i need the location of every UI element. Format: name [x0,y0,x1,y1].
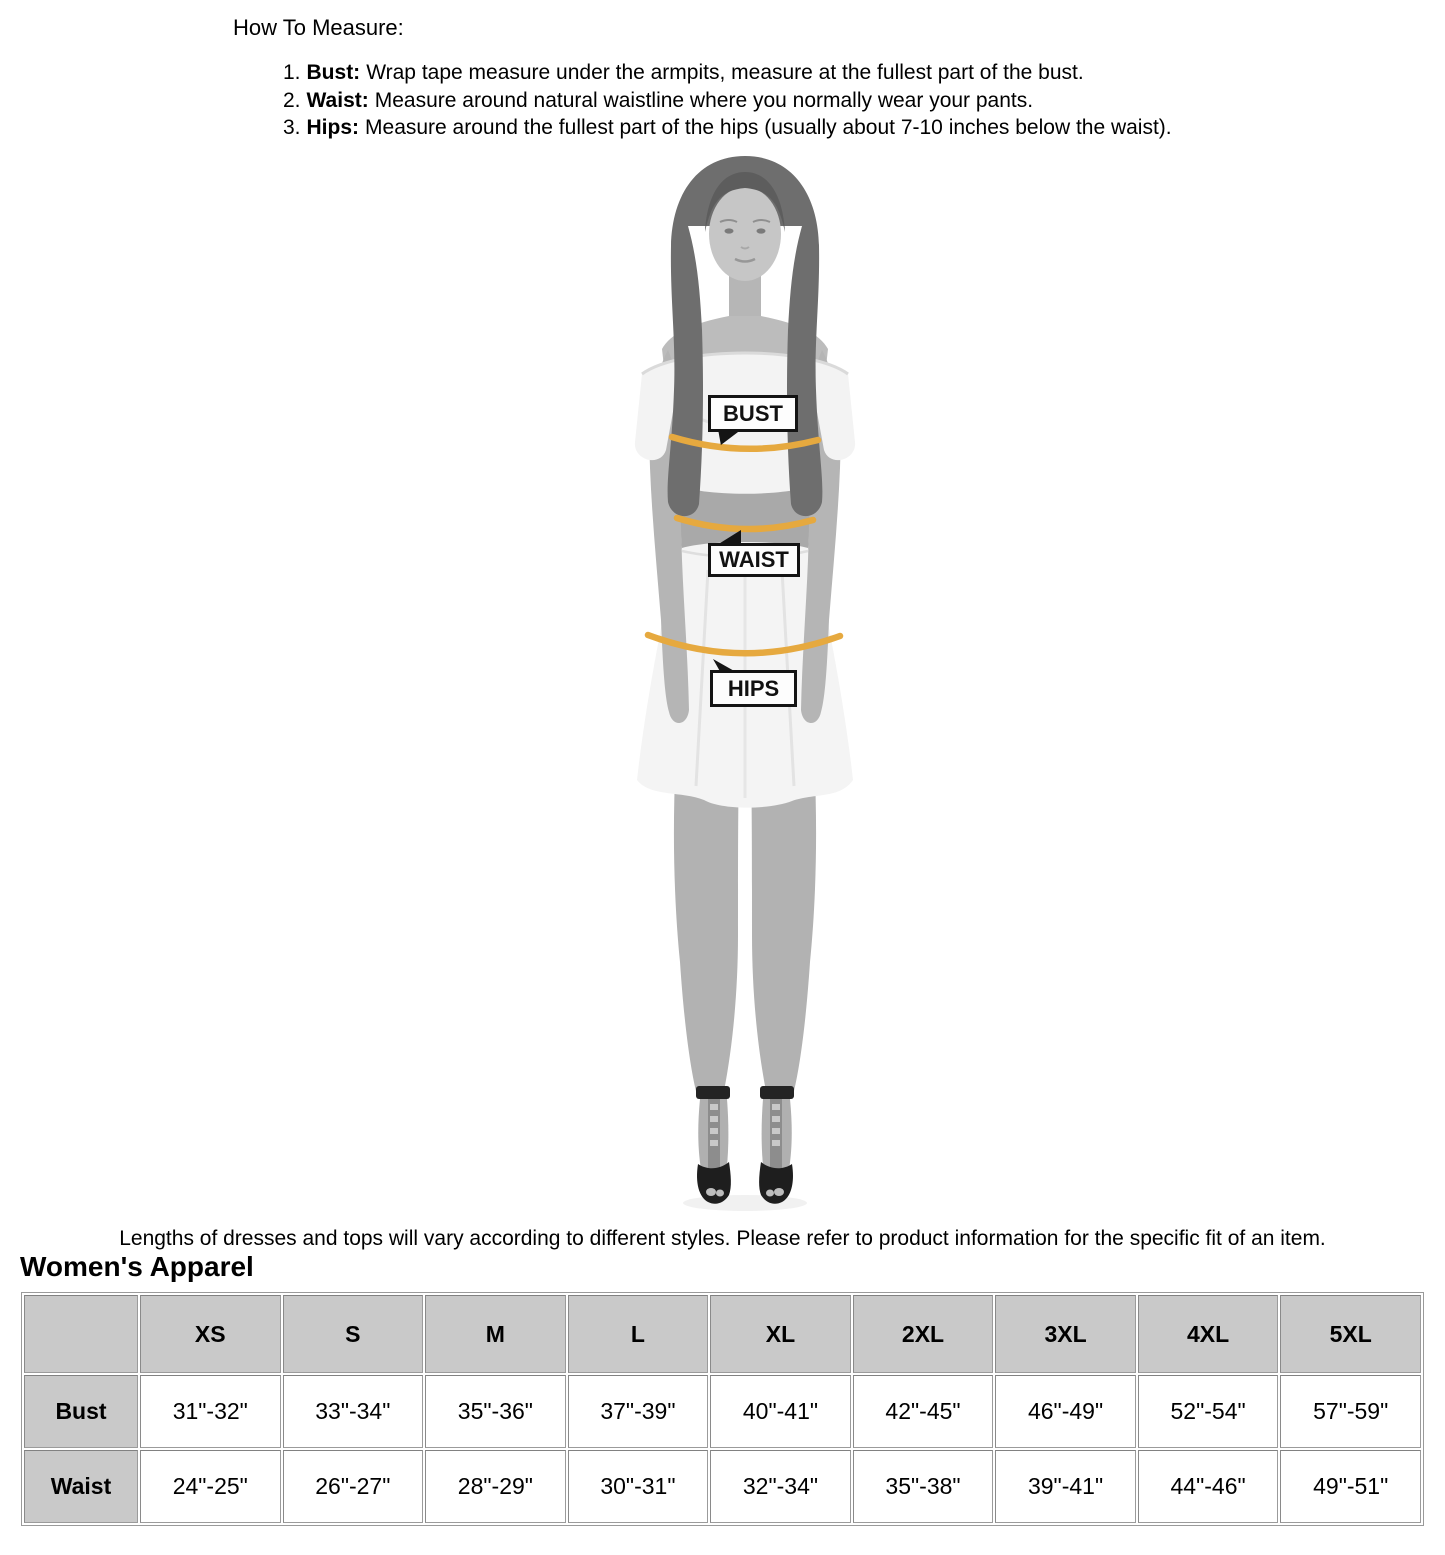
step-number: 2. [283,88,301,112]
size-header-l: L [568,1295,709,1373]
bust-value-m: 35"-36" [425,1375,566,1448]
bust-value-3xl: 46"-49" [995,1375,1136,1448]
row-label-waist: Waist [24,1450,138,1523]
bust-value-2xl: 42"-45" [853,1375,994,1448]
measurement-figure [578,150,908,1215]
bust-value-xl: 40"-41" [710,1375,851,1448]
step-text: Measure around the fullest part of the hips (usually about 7-10 inches below the waist). [365,116,1172,139]
waist-value-m: 28"-29" [425,1450,566,1523]
size-header-3xl: 3XL [995,1295,1136,1373]
row-label-bust: Bust [24,1375,138,1448]
bust-value-xs: 31"-32" [140,1375,281,1448]
waist-value-2xl: 35"-38" [853,1450,994,1523]
size-header-5xl: 5XL [1280,1295,1421,1373]
step-text: Wrap tape measure under the armpits, measure at the fullest part of the bust. [366,61,1084,84]
hips-label [710,670,797,707]
step-number: 3. [283,116,301,139]
table-row-bust [24,1375,1421,1448]
size-header-4xl: 4XL [1138,1295,1279,1373]
howto-instructions [283,59,1172,142]
bust-value-5xl: 57"-59" [1280,1375,1421,1448]
waist-value-s: 26"-27" [283,1450,424,1523]
section-title: Women's Apparel [20,1251,254,1282]
waist-value-xs: 24"-25" [140,1450,281,1523]
size-header-xl: XL [710,1295,851,1373]
size-header-m: M [425,1295,566,1373]
bust-value-s: 33"-34" [283,1375,424,1448]
hips-label-text: HIPS [727,675,780,701]
waist-label [708,543,800,577]
step-number: 1. [283,61,301,84]
bust-label [708,395,798,432]
instruction-waist [283,87,1172,115]
step-label: Bust: [306,61,361,84]
fit-note: Lengths of dresses and tops will vary according to different styles. Please refer to product information for the specific fit of an item. [119,1227,1326,1250]
table-row-waist [24,1450,1421,1523]
step-text: Measure around natural waistline where you normally wear your pants. [374,88,1034,112]
waist-value-5xl: 49"-51" [1280,1450,1421,1523]
bust-value-4xl: 52"-54" [1138,1375,1279,1448]
waist-value-3xl: 39"-41" [995,1450,1136,1523]
womens-apparel-size-table [21,1292,1424,1526]
step-label: Waist: [306,88,369,112]
bust-value-l: 37"-39" [568,1375,709,1448]
bust-label-text: BUST [723,400,783,426]
size-header-xs: XS [140,1295,281,1373]
waist-value-xl: 32"-34" [710,1450,851,1523]
size-header-2xl: 2XL [853,1295,994,1373]
instruction-hips [283,114,1172,142]
waist-label-text: WAIST [719,547,789,572]
step-label: Hips: [306,116,360,139]
size-header-row [24,1295,1421,1373]
waist-value-l: 30"-31" [568,1450,709,1523]
howto-title: How To Measure: [233,15,404,40]
size-header-s: S [283,1295,424,1373]
instruction-bust [283,59,1172,87]
corner-cell [24,1295,138,1373]
waist-value-4xl: 44"-46" [1138,1450,1279,1523]
